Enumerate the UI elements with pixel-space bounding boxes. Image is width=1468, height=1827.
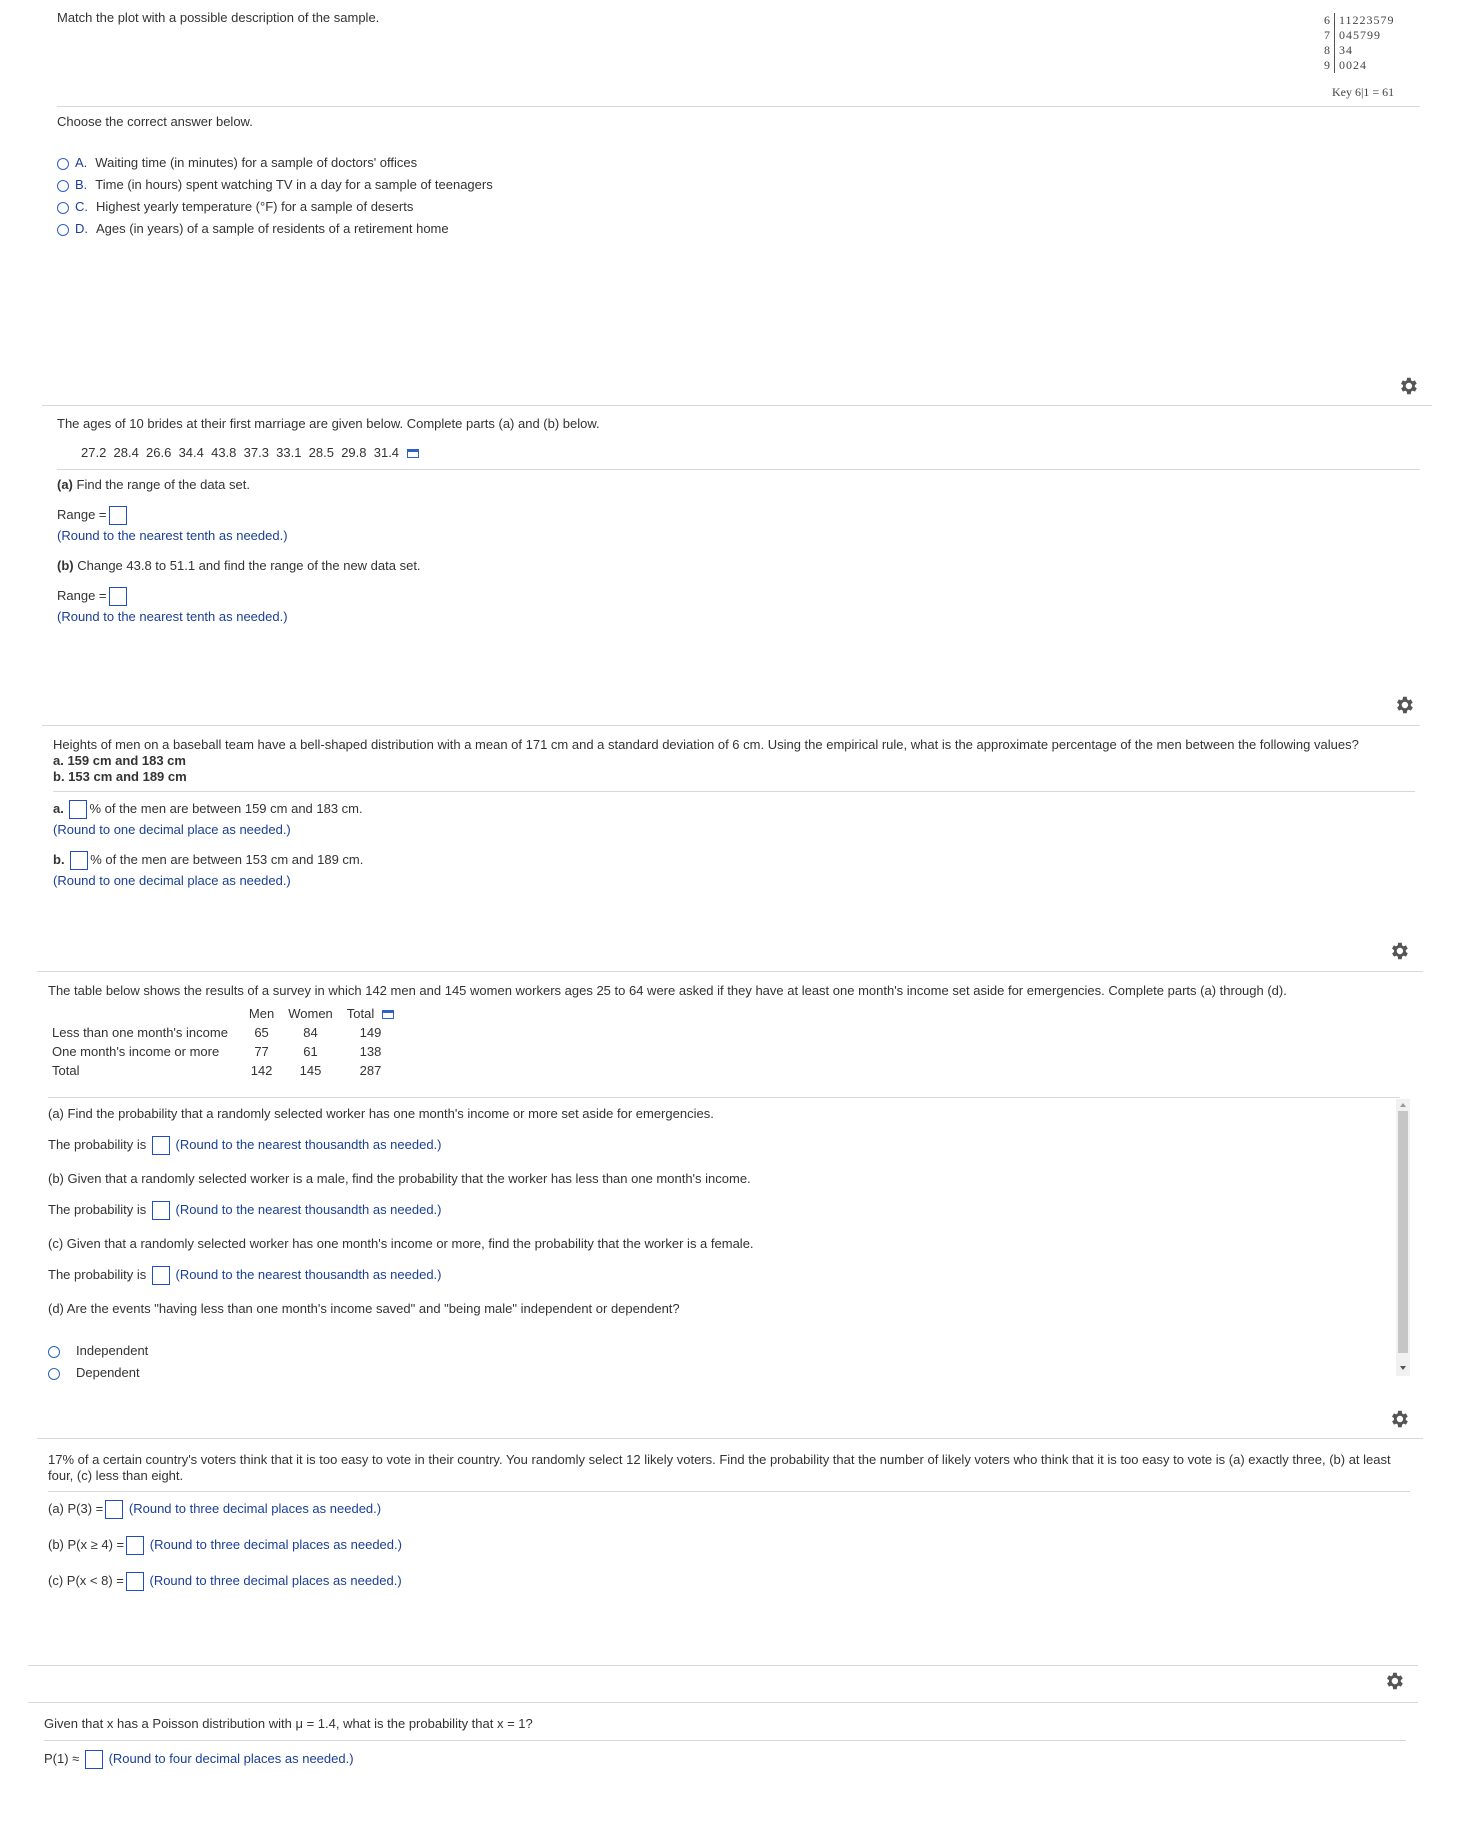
percent-b-input[interactable]	[70, 851, 88, 870]
q2-part-a	[57, 477, 250, 492]
q5-answer-b-row	[48, 1536, 402, 1555]
p-label: (a) P(3) =	[48, 1500, 104, 1516]
q4-answer-a-row	[48, 1136, 442, 1155]
scroll-up-icon[interactable]	[1399, 1102, 1407, 1108]
divider	[28, 1702, 1418, 1703]
option-text: Highest yearly temperature (°F) for a sample of deserts	[96, 199, 414, 214]
p-label: (c) P(x < 8) =	[48, 1572, 124, 1588]
option-d[interactable]	[57, 218, 493, 240]
percent-a-input[interactable]	[69, 800, 87, 819]
q6-answer-row	[44, 1750, 354, 1769]
table-cell: 61	[303, 1044, 318, 1059]
option-letter: A.	[75, 155, 88, 170]
header-text: Total	[346, 1006, 375, 1021]
gear-icon[interactable]	[1397, 375, 1419, 397]
part-text: Change 43.8 to 51.1 and find the range of the new data set.	[77, 558, 421, 573]
p3-input[interactable]	[105, 1500, 123, 1519]
q4-prompt: The table below shows the results of a survey in which 142 men and 145 women workers ages 25 to 64 were asked if they have at least one month's income set aside for emergencies. Complete parts (a) through (d).	[48, 983, 1287, 998]
answer-text: % of the men are between 159 cm and 183 cm.	[89, 800, 363, 816]
q2-hint-b: (Round to the nearest tenth as needed.)	[57, 609, 288, 624]
divider	[57, 106, 1420, 107]
stem-value: 9	[1324, 58, 1330, 72]
hint: (Round to three decimal places as needed.)	[128, 1500, 382, 1516]
popout-icon[interactable]	[382, 1010, 394, 1019]
hint: (Round to three decimal places as needed.)	[149, 1536, 402, 1552]
poisson-p1-input[interactable]	[85, 1750, 103, 1769]
q2-range-a-row	[57, 506, 129, 525]
q4-choices	[48, 1340, 148, 1384]
q3-hint-b: (Round to one decimal place as needed.)	[53, 873, 291, 888]
q4-part-a: (a) Find the probability that a randomly selected worker has one month's income or more set aside for emergencies.	[48, 1106, 714, 1121]
option-letter: D.	[75, 221, 88, 236]
p-label: P(1) ≈	[44, 1750, 80, 1766]
q6-prompt: Given that x has a Poisson distribution with μ = 1.4, what is the probability that x = 1?	[44, 1716, 533, 1731]
prob-label: The probability is	[48, 1266, 147, 1282]
table-header-cell: Men	[248, 1006, 275, 1021]
hint: (Round to the nearest thousandth as needed.)	[175, 1201, 442, 1217]
divider	[48, 1491, 1410, 1492]
stem-value: 7	[1324, 28, 1330, 42]
radio-d[interactable]	[57, 224, 69, 236]
table-cell: 142	[250, 1063, 273, 1078]
table-header-row	[52, 1004, 401, 1023]
table-cell: Total	[52, 1063, 80, 1078]
p-label: (b) P(x ≥ 4) =	[48, 1536, 125, 1552]
q5-answer-c-row	[48, 1572, 402, 1591]
divider	[57, 469, 1420, 470]
option-text: Time (in hours) spent watching TV in a day for a sample of teenagers	[95, 177, 493, 192]
q1-options	[57, 152, 493, 240]
hint: (Round to four decimal places as needed.)	[108, 1750, 354, 1766]
gear-icon[interactable]	[1383, 1670, 1405, 1692]
part-label: (a)	[57, 477, 73, 492]
p-at-least-4-input[interactable]	[126, 1536, 144, 1555]
table-cell: One month's income or more	[52, 1044, 220, 1059]
q2-part-b	[57, 558, 421, 573]
hint: (Round to three decimal places as needed.)	[149, 1572, 402, 1588]
divider	[42, 405, 1432, 406]
table-cell: 77	[254, 1044, 269, 1059]
divider	[42, 725, 1420, 726]
table-cell: 138	[359, 1044, 382, 1059]
q2-data-values	[81, 445, 419, 460]
leaf-values: 045799	[1339, 28, 1381, 42]
q2-range-b-row	[57, 587, 129, 606]
q2-prompt: The ages of 10 brides at their first marriage are given below. Complete parts (a) and (b) below.	[57, 416, 600, 431]
q4-answer-c-row	[48, 1266, 442, 1285]
leaf-values: 11223579	[1339, 13, 1395, 27]
answer-label: a.	[53, 800, 64, 816]
radio-dependent[interactable]	[48, 1368, 60, 1380]
divider	[28, 1665, 1418, 1666]
survey-table-wrap	[52, 1004, 401, 1080]
q3-hint-a: (Round to one decimal place as needed.)	[53, 822, 291, 837]
divider	[37, 1438, 1423, 1439]
survey-table	[52, 1004, 401, 1080]
table-cell: 84	[303, 1025, 318, 1040]
prob-label: The probability is	[48, 1201, 147, 1217]
table-row	[52, 1061, 401, 1080]
q3-item-b: b. 153 cm and 189 cm	[53, 769, 187, 784]
table-cell: 287	[359, 1063, 382, 1078]
range-label: Range =	[57, 506, 107, 522]
hint: (Round to the nearest thousandth as needed.)	[175, 1136, 442, 1152]
gear-icon[interactable]	[1393, 694, 1415, 716]
gear-icon[interactable]	[1388, 1408, 1410, 1430]
radio-a[interactable]	[57, 158, 69, 170]
stem-value: 8	[1324, 43, 1330, 57]
q1-instruction: Choose the correct answer below.	[57, 114, 253, 129]
stem-and-leaf-plot	[1324, 13, 1395, 100]
answer-label: b.	[53, 851, 65, 867]
stem-plot-key: Key 6|1 = 61	[1332, 85, 1395, 99]
table-header-cell: Women	[288, 1006, 333, 1021]
q5-answer-a-row	[48, 1500, 381, 1519]
radio-c[interactable]	[57, 202, 69, 214]
answer-text: % of the men are between 153 cm and 189 cm.	[90, 851, 364, 867]
option-a[interactable]	[57, 152, 493, 174]
q3-prompt: Heights of men on a baseball team have a bell-shaped distribution with a mean of 171 cm and a standard deviation of 6 cm. Using the empirical rule, what is the approximate percentage of the men between the following values?	[53, 737, 1359, 752]
table-row	[52, 1042, 401, 1061]
scrollbar[interactable]	[1396, 1099, 1410, 1376]
q4-part-b: (b) Given that a randomly selected worker is a male, find the probability that the worker has less than one month's income.	[48, 1171, 751, 1186]
option-text: Ages (in years) of a sample of residents of a retirement home	[96, 221, 449, 236]
range-label: Range =	[57, 587, 107, 603]
p-less-than-8-input[interactable]	[126, 1572, 144, 1591]
q5-prompt: 17% of a certain country's voters think that it is too easy to vote in their country. You randomly select 12 likely voters. Find the probability that the number of likely voters who think that it is too easy to vote is (a) exactly three, (b) at least four, (c) less than eight.	[48, 1452, 1391, 1483]
q3-item-a: a. 159 cm and 183 cm	[53, 753, 186, 768]
option-text: Waiting time (in minutes) for a sample of doctors' offices	[95, 155, 418, 170]
divider	[53, 791, 1415, 792]
q3-answer-b-row	[53, 851, 363, 870]
stem-value: 6	[1324, 13, 1330, 27]
option-letter: B.	[75, 177, 88, 192]
option-c[interactable]	[57, 196, 493, 218]
popout-icon[interactable]	[407, 449, 419, 458]
q2-hint-a: (Round to the nearest tenth as needed.)	[57, 528, 288, 543]
leaf-values: 0024	[1339, 58, 1367, 72]
range-b-input[interactable]	[109, 587, 127, 606]
range-a-input[interactable]	[109, 506, 127, 525]
choice-independent[interactable]	[48, 1340, 148, 1362]
prob-b-input[interactable]	[152, 1201, 170, 1220]
divider	[44, 1740, 1406, 1741]
data-values-text: 27.2 28.4 26.6 34.4 43.8 37.3 33.1 28.5 29.8 31.4	[81, 445, 400, 460]
part-text: Find the range of the data set.	[76, 477, 250, 492]
choice-text: Dependent	[76, 1365, 140, 1380]
q4-answer-b-row	[48, 1201, 442, 1220]
table-header-cell	[52, 1004, 242, 1023]
table-header-cell	[340, 1004, 401, 1023]
divider	[37, 971, 1423, 972]
q4-part-c: (c) Given that a randomly selected worker has one month's income or more, find the probability that the worker is a female.	[48, 1236, 754, 1251]
choice-dependent[interactable]	[48, 1362, 148, 1384]
table-row	[52, 1023, 401, 1042]
prob-label: The probability is	[48, 1136, 147, 1152]
leaf-column	[1335, 13, 1395, 73]
part-label: (b)	[57, 558, 74, 573]
divider	[48, 1097, 1400, 1098]
table-cell: 145	[299, 1063, 322, 1078]
scrollbar-thumb[interactable]	[1398, 1111, 1408, 1353]
option-b[interactable]	[57, 174, 493, 196]
prob-a-input[interactable]	[152, 1136, 170, 1155]
option-letter: C.	[75, 199, 88, 214]
radio-independent[interactable]	[48, 1346, 60, 1358]
table-cell: 65	[254, 1025, 269, 1040]
q3-answer-a-row	[53, 800, 363, 819]
q1-prompt: Match the plot with a possible description of the sample.	[57, 10, 380, 25]
radio-b[interactable]	[57, 180, 69, 192]
hint: (Round to the nearest thousandth as needed.)	[175, 1266, 442, 1282]
gear-icon[interactable]	[1388, 940, 1410, 962]
stem-column	[1324, 13, 1335, 73]
choice-text: Independent	[76, 1343, 149, 1358]
leaf-values: 34	[1339, 43, 1353, 57]
prob-c-input[interactable]	[152, 1266, 170, 1285]
scroll-down-icon[interactable]	[1399, 1365, 1407, 1371]
q4-part-d: (d) Are the events "having less than one month's income saved" and "being male" independent or dependent?	[48, 1301, 680, 1316]
table-cell: Less than one month's income	[52, 1025, 228, 1040]
table-cell: 149	[359, 1025, 382, 1040]
